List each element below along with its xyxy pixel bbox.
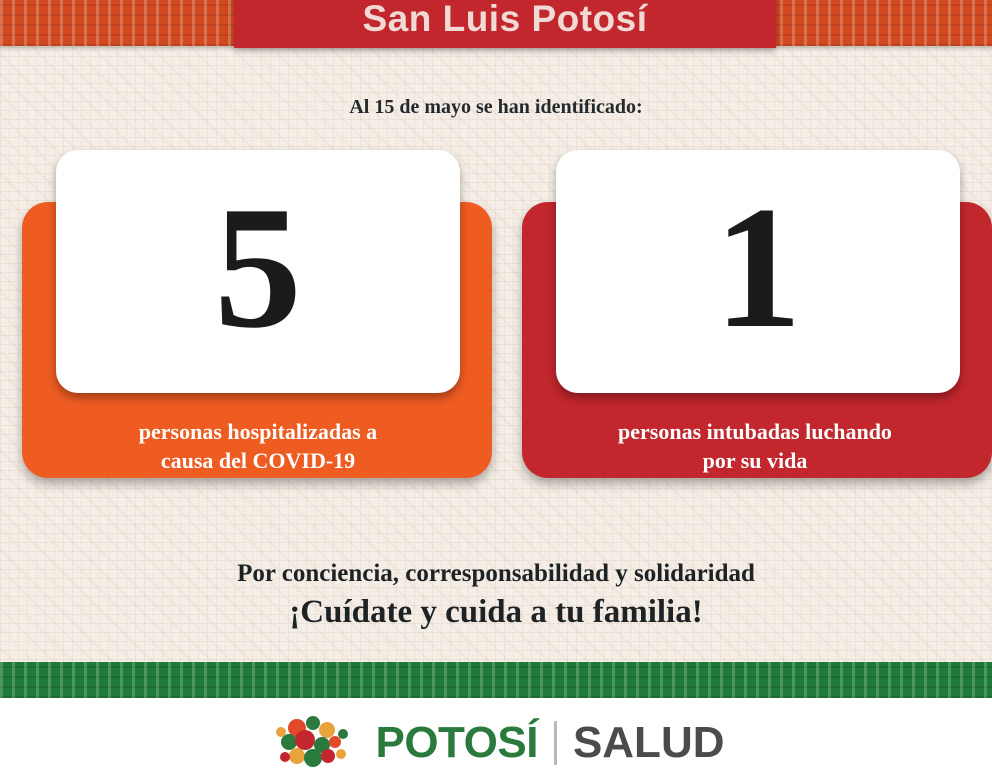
stat-number-hospitalized: 5 [214, 170, 302, 364]
footer-logo-group [267, 712, 724, 768]
page-title: San Luis Potosí [362, 0, 648, 39]
footer-divider [554, 721, 557, 765]
footer [0, 698, 992, 768]
stat-cards-container [0, 150, 992, 540]
stat-caption-intubated-line2: por su vida [702, 447, 808, 473]
footer-secondary-wordmark: SALUD [572, 718, 725, 767]
stat-number-box-hospitalized [56, 150, 460, 393]
stat-number-box-intubated [556, 150, 960, 393]
bottom-decorative-band [0, 662, 992, 698]
footer-wordmark: POTOSÍ [375, 718, 538, 767]
stat-caption-hospitalized-line1: personas hospitalizadas a [138, 419, 378, 444]
message-line-2: ¡Cuídate y cuida a tu familia! [289, 594, 703, 630]
title-plate [234, 0, 776, 48]
stat-caption-intubated [545, 418, 965, 475]
stat-caption-intubated-line1: personas intubadas luchando [618, 419, 892, 444]
awareness-message [0, 560, 992, 631]
message-line-1: Por conciencia, corresponsabilidad y solidaridad [237, 560, 755, 587]
potosi-emblem-icon [267, 712, 359, 768]
stat-number-intubated: 1 [714, 170, 802, 364]
subtitle-text: Al 15 de mayo se han identificado: [349, 96, 643, 118]
stat-caption-hospitalized [48, 418, 468, 475]
stat-caption-hospitalized-line2: causa del COVID-19 [160, 447, 356, 473]
